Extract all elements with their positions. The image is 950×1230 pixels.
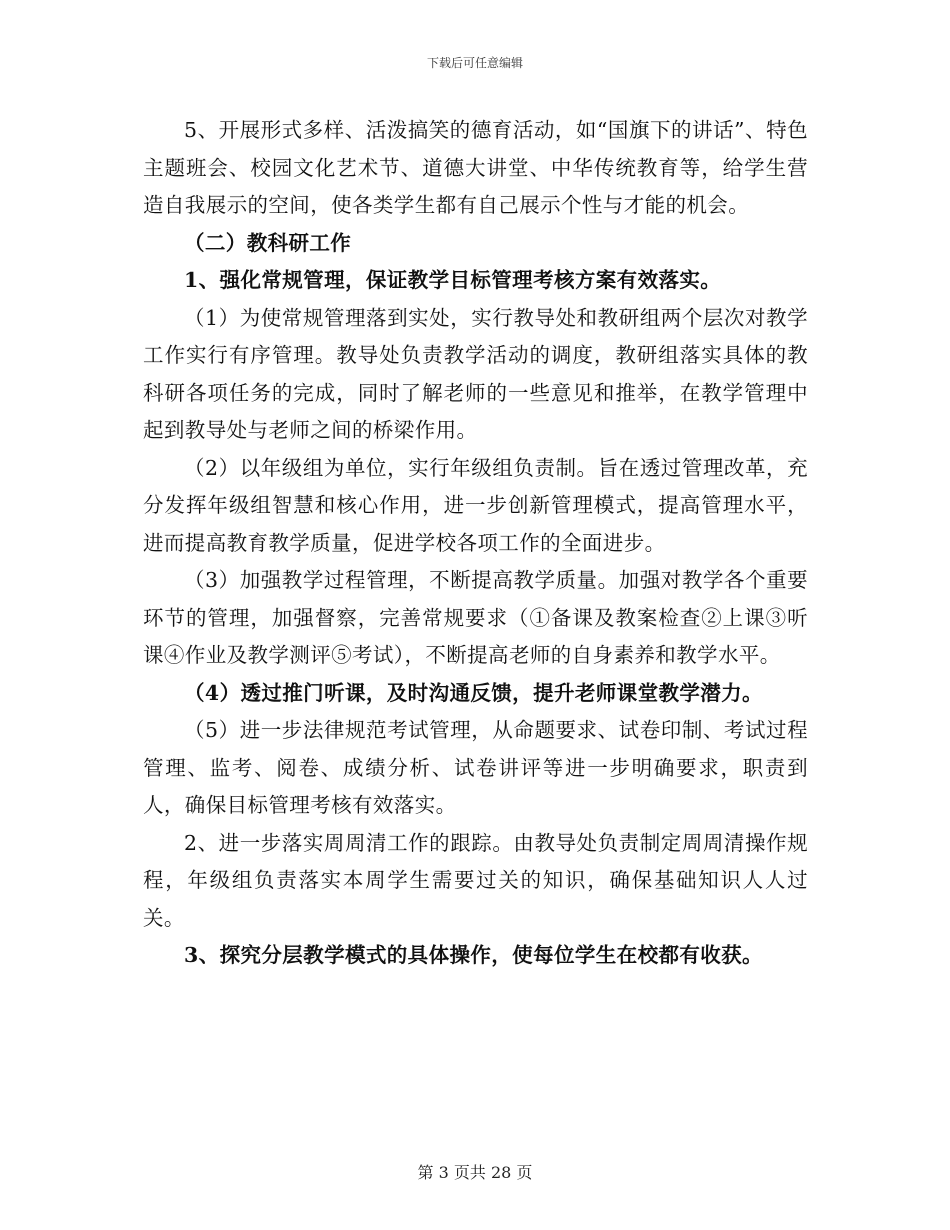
paragraph-item-3: （3）加强教学过程管理，不断提高教学质量。加强对教学各个重要环节的管理，加强督察，完善常规要求（①备课及教案检查②上课③听课④作业及教学测评⑤考试），不断提高老师的自身素养和教学水平。 [143,568,808,667]
section-heading-research: （二）教科研工作 [184,230,352,255]
subheading-routine-management: 1、强化常规管理，保证教学目标管理考核方案有效落实。 [184,268,722,292]
page-footer: 第 3 页共 28 页 [417,1163,533,1182]
paragraph-moral-activities: 5、开展形式多样、活泼搞笑的德育活动，如“国旗下的讲话”、特色主题班会、校园文化艺术节、道德大讲堂、中华传统教育等，给学生营造自我展示的空间，使各类学生都有自己展示个性与才能的机会。 [143,118,808,217]
paragraph-item-5: （5）进一步法律规范考试管理，从命题要求、试卷印制、考试过程管理、监考、阅卷、成绩分析、试卷讲评等进一步明确要求，职责到人，确保目标管理考核有效落实。 [143,718,808,817]
paragraph-item-4: （4）透过推门听课，及时沟通反馈，提升老师课堂教学潜力。 [184,680,763,705]
document-body [143,112,808,975]
subheading-layered-teaching: 3、探究分层教学模式的具体操作，使每位学生在校都有收获。 [184,943,763,967]
paragraph-item-1: （1）为使常规管理落到实处，实行教导处和教研组两个层次对教学工作实行有序管理。教导处负责教学活动的调度，教研组落实具体的教科研各项任务的完成，同时了解老师的一些意见和推举，在教学管理中起到教导处与老师之间的桥梁作用。 [143,305,808,442]
paragraph-item-2: （2）以年级组为单位，实行年级组负责制。旨在透过管理改革，充分发挥年级组智慧和核心作用，进一步创新管理模式，提高管理水平，进而提高教育教学质量，促进学校各项工作的全面进步。 [143,455,808,555]
paragraph-weekly-check: 2、进一步落实周周清工作的跟踪。由教导处负责制定周周清操作规程，年级组负责落实本周学生需要过关的知识，确保基础知识人人过关。 [143,830,808,930]
page-header: 下载后可任意编辑 [426,56,523,70]
